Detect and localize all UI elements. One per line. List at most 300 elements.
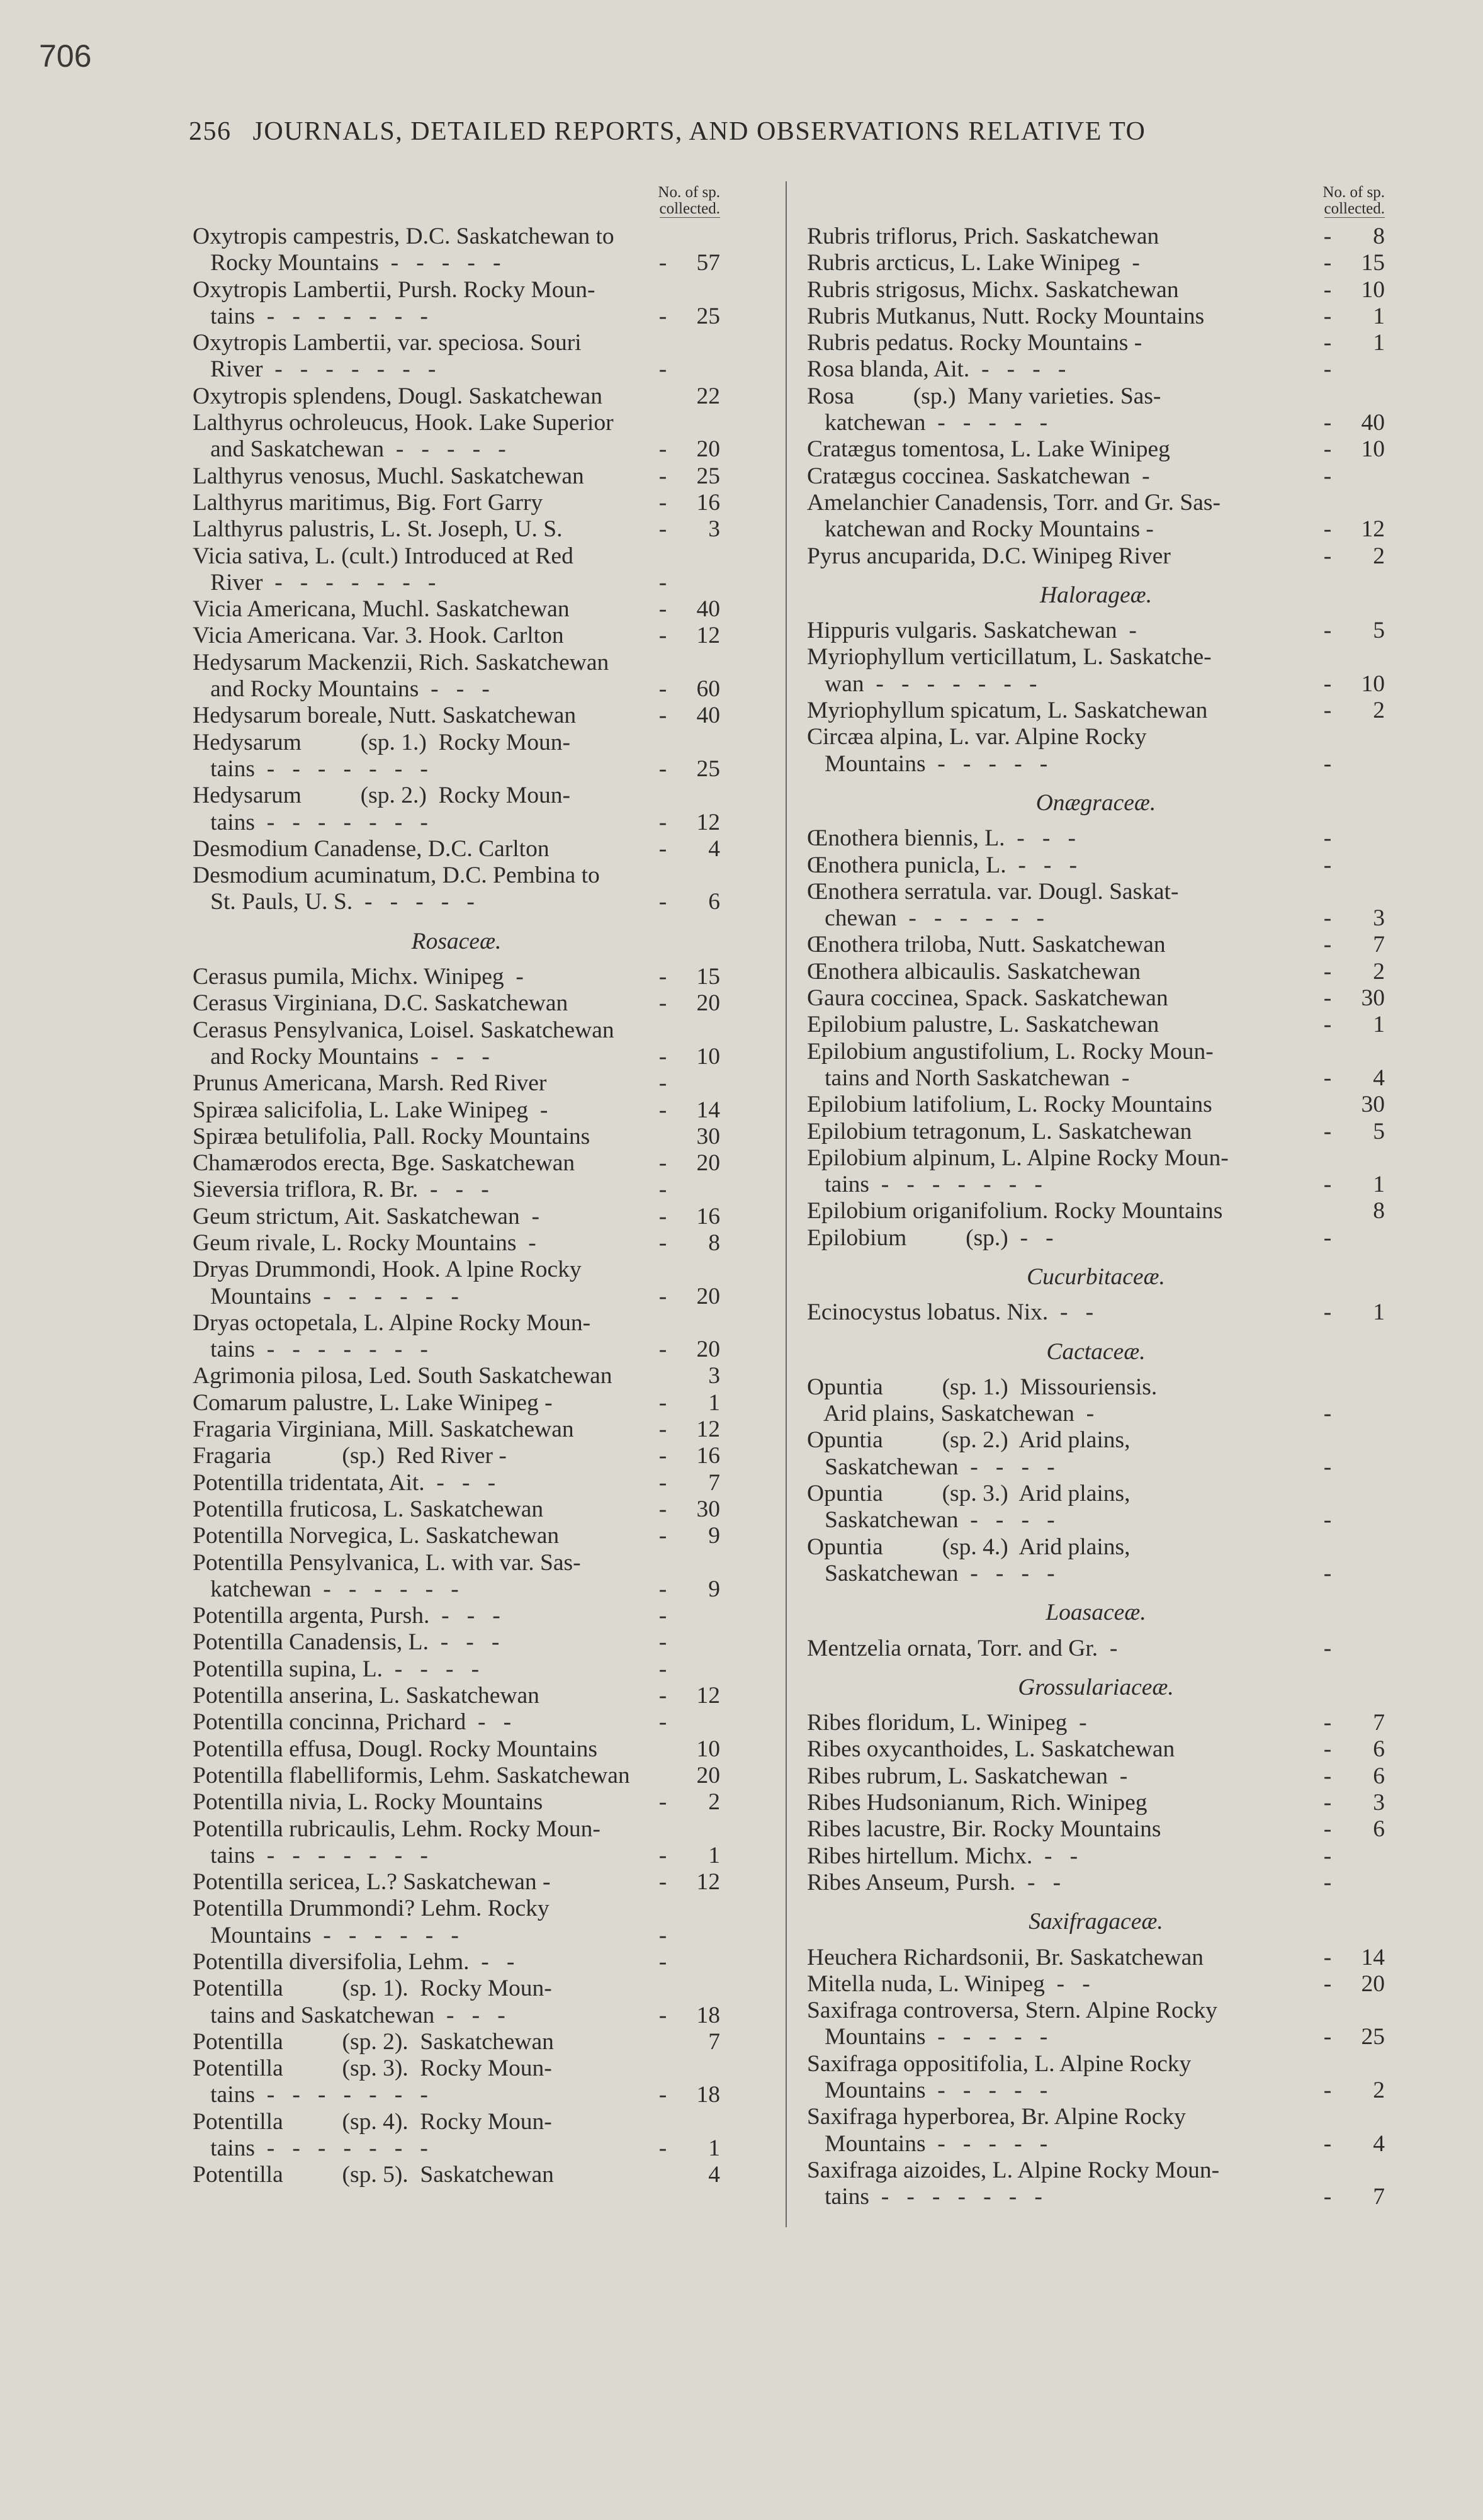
leader-dash: - bbox=[1323, 2077, 1332, 2103]
species-entry bbox=[807, 1172, 1385, 1198]
species-text: Oxytropis campestris, D.C. Saskatchewan to bbox=[193, 223, 614, 249]
leader-dash: - bbox=[1323, 670, 1332, 697]
species-text: Hedysarum boreale, Nutt. Saskatchewan bbox=[193, 703, 577, 729]
leader-dash: - bbox=[658, 1523, 667, 1549]
species-count: 8 bbox=[708, 1229, 720, 1256]
species-entry bbox=[193, 1603, 720, 1629]
leader-dash: - bbox=[658, 250, 667, 276]
species-entry bbox=[807, 644, 1385, 670]
species-entry bbox=[807, 1427, 1385, 1454]
species-entry bbox=[193, 1150, 720, 1177]
species-text: Myriophyllum verticillatum, L. Saskatche- bbox=[807, 644, 1212, 670]
species-text: Potentilla sericea, L.? Saskatchewan - bbox=[193, 1869, 551, 1896]
species-entry bbox=[193, 862, 720, 889]
species-text: Pyrus ancuparida, D.C. Winipeg River bbox=[807, 543, 1171, 569]
species-text: Saskatchewan - - - - bbox=[807, 1560, 1055, 1586]
species-entry bbox=[807, 1145, 1385, 1172]
species-entry bbox=[193, 570, 720, 596]
species-text: Lalthyrus palustris, L. St. Joseph, U. S. bbox=[193, 516, 563, 543]
leader-dash: - bbox=[658, 1656, 667, 1682]
species-entry bbox=[193, 543, 720, 570]
leader-dash: - bbox=[1323, 1401, 1332, 1427]
species-entry bbox=[193, 1869, 720, 1896]
leader-dash: - bbox=[1323, 1507, 1332, 1534]
leader-dash: - bbox=[1323, 852, 1332, 878]
species-count: 10 bbox=[696, 1043, 720, 1070]
species-text: Spiræa betulifolia, Pall. Rocky Mountains bbox=[193, 1123, 590, 1150]
species-text: Epilobium tetragonum, L. Saskatchewan bbox=[807, 1118, 1192, 1144]
species-entry bbox=[807, 1843, 1385, 1870]
species-count: 1 bbox=[1373, 1012, 1385, 1038]
species-text: Potentilla anserina, L. Saskatchewan bbox=[193, 1683, 539, 1709]
leader-dash: - bbox=[1323, 825, 1332, 852]
species-text: Potentilla concinna, Prichard - - bbox=[193, 1709, 512, 1736]
species-entry bbox=[193, 1177, 720, 1203]
leader-dash: - bbox=[658, 964, 667, 990]
species-count: 12 bbox=[1361, 516, 1385, 543]
species-entry bbox=[807, 1710, 1385, 1736]
species-entry bbox=[807, 2104, 1385, 2130]
species-entry bbox=[193, 730, 720, 756]
species-entry bbox=[807, 277, 1385, 303]
species-text: Hippuris vulgaris. Saskatchewan - bbox=[807, 618, 1137, 644]
species-entry bbox=[193, 2082, 720, 2108]
species-count: 8 bbox=[1373, 1198, 1385, 1224]
leader-dash: - bbox=[1323, 698, 1332, 724]
leader-dash: - bbox=[658, 623, 667, 649]
species-text: Hedysarum (sp. 1.) Rocky Moun- bbox=[193, 729, 570, 755]
species-text: River - - - - - - - bbox=[193, 569, 436, 596]
species-entry bbox=[807, 825, 1385, 852]
leader-dash: - bbox=[658, 1389, 667, 1416]
species-count: 12 bbox=[696, 809, 720, 835]
species-text: Rubris Mutkanus, Nutt. Rocky Mountains bbox=[807, 303, 1205, 329]
species-text: Mentzelia ornata, Torr. and Gr. - bbox=[807, 1635, 1118, 1661]
species-text: Epilobium alpinum, L. Alpine Rocky Moun- bbox=[807, 1144, 1229, 1171]
leader-dash: - bbox=[658, 1869, 667, 1896]
species-entry bbox=[193, 1896, 720, 1922]
species-entry bbox=[193, 1070, 720, 1097]
species-entry bbox=[807, 852, 1385, 879]
species-count: 4 bbox=[708, 835, 720, 862]
species-entry bbox=[807, 1870, 1385, 1896]
leader-dash: - bbox=[1323, 223, 1332, 249]
species-entry bbox=[807, 724, 1385, 750]
species-text: Ribes hirtellum. Michx. - - bbox=[807, 1843, 1078, 1869]
species-text: Mountains - - - - - - bbox=[193, 1922, 459, 1948]
species-count: 1 bbox=[1373, 303, 1385, 329]
species-text: and Saskatchewan - - - - - bbox=[193, 436, 506, 463]
species-count: 30 bbox=[1361, 1092, 1385, 1118]
leader-dash: - bbox=[1323, 985, 1332, 1012]
species-text: Ribes floridum, L. Winipeg - bbox=[807, 1710, 1087, 1736]
leader-dash: - bbox=[658, 516, 667, 543]
species-entry bbox=[807, 879, 1385, 905]
species-count: 10 bbox=[696, 1736, 720, 1762]
species-entry bbox=[807, 303, 1385, 330]
species-count: 3 bbox=[1373, 905, 1385, 932]
species-count: 2 bbox=[1373, 543, 1385, 569]
species-text: Agrimonia pilosa, Led. South Saskatchewan bbox=[193, 1363, 612, 1389]
species-text: tains - - - - - - - bbox=[193, 2135, 428, 2162]
species-text: Potentilla (sp. 1). Rocky Moun- bbox=[193, 1975, 552, 2002]
species-text: Desmodium acuminatum, D.C. Pembina to bbox=[193, 862, 600, 889]
species-text: tains and North Saskatchewan - bbox=[807, 1065, 1130, 1091]
species-text: tains - - - - - - - bbox=[193, 1842, 428, 1868]
species-text: Sieversia triflora, R. Br. - - - bbox=[193, 1177, 489, 1203]
species-text: Rubris pedatus. Rocky Mountains - bbox=[807, 330, 1142, 356]
species-text: Fragaria Virginiana, Mill. Saskatchewan bbox=[193, 1416, 574, 1443]
species-entry bbox=[193, 1709, 720, 1736]
scan-page-number: 706 bbox=[39, 38, 92, 74]
species-text: Rubris arcticus, L. Lake Winipeg - bbox=[807, 250, 1140, 276]
species-count: 6 bbox=[708, 889, 720, 915]
species-text: Potentilla (sp. 4). Rocky Moun- bbox=[193, 2108, 552, 2135]
leader-dash: - bbox=[1323, 1944, 1332, 1970]
leader-dash: - bbox=[658, 1097, 667, 1123]
species-text: Vicia Americana, Muchl. Saskatchewan bbox=[193, 596, 570, 623]
leader-dash: - bbox=[1323, 1843, 1332, 1869]
family-heading: Saxifragaceæ. bbox=[1029, 1909, 1163, 1935]
species-text: chewan - - - - - - bbox=[807, 905, 1044, 932]
leader-dash: - bbox=[1323, 1299, 1332, 1326]
species-text: Œnothera serratula. var. Dougl. Saskat- bbox=[807, 878, 1179, 905]
leader-dash: - bbox=[658, 1043, 667, 1070]
species-text: St. Pauls, U. S. - - - - - bbox=[193, 889, 475, 915]
species-text: Lalthyrus ochroleucus, Hook. Lake Superior bbox=[193, 410, 614, 436]
species-text: Œnothera triloba, Nutt. Saskatchewan bbox=[807, 932, 1166, 958]
leader-dash: - bbox=[658, 463, 667, 489]
species-entry bbox=[807, 1971, 1385, 1997]
species-entry bbox=[807, 516, 1385, 543]
leader-dash: - bbox=[1323, 276, 1332, 303]
species-count: 20 bbox=[696, 1336, 720, 1363]
species-count: 6 bbox=[1373, 1816, 1385, 1843]
species-text: Potentilla fruticosa, L. Saskatchewan bbox=[193, 1496, 544, 1522]
family-heading: Onægraceæ. bbox=[1035, 789, 1156, 816]
leader-dash: - bbox=[1323, 1118, 1332, 1144]
species-text: Opuntia (sp. 4.) Arid plains, bbox=[807, 1534, 1131, 1560]
species-entry bbox=[807, 383, 1385, 410]
running-head-title: JOURNALS, DETAILED REPORTS, AND OBSERVATIONS RELATIVE TO bbox=[252, 117, 1146, 146]
species-text: River - - - - - - - bbox=[193, 356, 436, 383]
species-entry bbox=[193, 703, 720, 729]
species-entry bbox=[193, 2055, 720, 2082]
species-text: Mountains - - - - - bbox=[807, 2077, 1048, 2103]
species-text: Cratægus tomentosa, L. Lake Winipeg bbox=[807, 436, 1170, 463]
species-entry bbox=[807, 1507, 1385, 1534]
leader-dash: - bbox=[658, 755, 667, 782]
species-text: Heuchera Richardsonii, Br. Saskatchewan bbox=[807, 1944, 1204, 1970]
species-text: Mountains - - - - - bbox=[807, 2024, 1048, 2050]
species-entry bbox=[807, 2051, 1385, 2077]
leader-dash: - bbox=[658, 1177, 667, 1203]
leader-dash: - bbox=[658, 1789, 667, 1816]
leader-dash: - bbox=[1323, 1790, 1332, 1816]
leader-dash: - bbox=[658, 1070, 667, 1097]
species-text: Hedysarum Mackenzii, Rich. Saskatchewan bbox=[193, 649, 609, 675]
species-entry bbox=[807, 618, 1385, 644]
species-entry bbox=[807, 2077, 1385, 2104]
species-text: Hedysarum (sp. 2.) Rocky Moun- bbox=[193, 783, 570, 809]
species-entry bbox=[193, 1470, 720, 1496]
species-entry bbox=[193, 676, 720, 703]
species-text: katchewan and Rocky Mountains - bbox=[807, 516, 1154, 543]
species-entry bbox=[807, 1065, 1385, 1092]
species-entry bbox=[807, 751, 1385, 777]
page-number: 256 bbox=[189, 117, 232, 146]
species-count: 20 bbox=[1361, 1970, 1385, 1997]
species-count: 3 bbox=[708, 1363, 720, 1389]
species-entry bbox=[807, 2131, 1385, 2157]
species-entry bbox=[193, 1550, 720, 1576]
species-text: Dryas octopetala, L. Alpine Rocky Moun- bbox=[193, 1309, 591, 1336]
species-count: 6 bbox=[1373, 1736, 1385, 1763]
leader-dash: - bbox=[658, 1336, 667, 1363]
species-count: 7 bbox=[708, 2028, 720, 2055]
leader-dash: - bbox=[1323, 1736, 1332, 1763]
species-entry bbox=[807, 905, 1385, 932]
leader-dash: - bbox=[1323, 1012, 1332, 1038]
leader-dash: - bbox=[1323, 250, 1332, 276]
species-entry bbox=[807, 356, 1385, 383]
species-count: 16 bbox=[696, 489, 720, 516]
species-entry bbox=[193, 1975, 720, 2002]
species-entry bbox=[193, 1363, 720, 1389]
species-text: Potentilla Pensylvanica, L. with var. Sas- bbox=[193, 1549, 581, 1576]
species-entry bbox=[193, 223, 720, 250]
species-entry bbox=[193, 1576, 720, 1603]
leader-dash: - bbox=[658, 1416, 667, 1443]
species-entry bbox=[807, 490, 1385, 516]
species-count: 1 bbox=[1373, 330, 1385, 356]
species-text: Prunus Americana, Marsh. Red River bbox=[193, 1070, 547, 1097]
species-text: Ribes rubrum, L. Saskatchewan - bbox=[807, 1763, 1128, 1789]
species-entry bbox=[807, 1225, 1385, 1252]
species-count: 5 bbox=[1373, 618, 1385, 644]
leader-dash: - bbox=[1323, 750, 1332, 777]
leader-dash: - bbox=[658, 2135, 667, 2162]
species-text: Mountains - - - - - bbox=[807, 2130, 1048, 2157]
species-count: 20 bbox=[696, 1762, 720, 1788]
species-count: 9 bbox=[708, 1576, 720, 1602]
species-count: 7 bbox=[708, 1469, 720, 1496]
leader-dash: - bbox=[658, 835, 667, 862]
species-text: Lalthyrus venosus, Muchl. Saskatchewan bbox=[193, 463, 584, 489]
species-entry bbox=[193, 1124, 720, 1150]
species-entry bbox=[193, 1097, 720, 1124]
species-entry bbox=[807, 1736, 1385, 1763]
species-text: Chamærodos erecta, Bge. Saskatchewan bbox=[193, 1150, 575, 1177]
leader-dash: - bbox=[658, 1229, 667, 1256]
species-count: 12 bbox=[696, 623, 720, 649]
species-entry bbox=[807, 1299, 1385, 1326]
leader-dash: - bbox=[658, 1922, 667, 1948]
species-entry bbox=[193, 436, 720, 463]
species-text: Oxytropis Lambertii, Pursh. Rocky Moun- bbox=[193, 276, 595, 303]
leader-dash: - bbox=[658, 1443, 667, 1469]
species-text: Œnothera albicaulis. Saskatchewan bbox=[807, 958, 1141, 985]
species-count: 14 bbox=[1361, 1944, 1385, 1970]
species-text: Epilobium (sp.) - - bbox=[807, 1224, 1054, 1251]
species-entry bbox=[807, 1454, 1385, 1481]
species-text: tains - - - - - - - bbox=[193, 2082, 428, 2108]
species-entry bbox=[193, 810, 720, 836]
species-text: Opuntia (sp. 2.) Arid plains, bbox=[807, 1427, 1131, 1454]
leader-dash: - bbox=[658, 1709, 667, 1736]
species-text: Saskatchewan - - - - bbox=[807, 1454, 1055, 1480]
species-entry bbox=[193, 1257, 720, 1283]
species-text: Potentilla Canadensis, L. - - - bbox=[193, 1629, 500, 1656]
leader-dash: - bbox=[1323, 1065, 1332, 1091]
species-entry bbox=[807, 1945, 1385, 1971]
species-text: Potentilla Drummondi? Lehm. Rocky bbox=[193, 1896, 550, 1922]
species-count: 40 bbox=[696, 596, 720, 623]
species-entry bbox=[807, 1763, 1385, 1790]
leader-dash: - bbox=[1323, 1710, 1332, 1736]
leader-dash: - bbox=[1323, 1224, 1332, 1251]
species-text: Arid plains, Saskatchewan - bbox=[807, 1401, 1095, 1427]
species-entry bbox=[193, 1017, 720, 1044]
species-text: Epilobium palustre, L. Saskatchewan bbox=[807, 1012, 1159, 1038]
species-entry bbox=[807, 1534, 1385, 1561]
species-text: Saxifraga aizoides, L. Alpine Rocky Moun- bbox=[807, 2157, 1220, 2183]
species-count: 18 bbox=[696, 2082, 720, 2108]
species-text: Oxytropis splendens, Dougl. Saskatchewan bbox=[193, 383, 602, 409]
species-entry bbox=[807, 1816, 1385, 1843]
species-count: 7 bbox=[1373, 1710, 1385, 1736]
species-text: Potentilla supina, L. - - - - bbox=[193, 1656, 480, 1682]
species-count: 5 bbox=[1373, 1118, 1385, 1144]
species-text: and Rocky Mountains - - - bbox=[193, 1043, 490, 1070]
species-text: Opuntia (sp. 3.) Arid plains, bbox=[807, 1481, 1131, 1507]
species-entry bbox=[193, 889, 720, 915]
species-entry bbox=[193, 1629, 720, 1656]
species-count: 12 bbox=[696, 1869, 720, 1896]
species-count: 12 bbox=[696, 1683, 720, 1709]
species-entry bbox=[193, 516, 720, 543]
species-entry bbox=[807, 1012, 1385, 1038]
species-text: Rocky Mountains - - - - - bbox=[193, 250, 501, 276]
species-entry bbox=[193, 383, 720, 410]
species-text: Vicia sativa, L. (cult.) Introduced at Red bbox=[193, 543, 573, 569]
leader-dash: - bbox=[658, 436, 667, 463]
species-count: 15 bbox=[696, 964, 720, 990]
species-text: Ribes Hudsonianum, Rich. Winipeg bbox=[807, 1790, 1147, 1816]
leader-dash: - bbox=[1323, 303, 1332, 329]
species-entry bbox=[193, 1683, 720, 1709]
leader-dash: - bbox=[1323, 618, 1332, 644]
species-text: Saxifraga oppositifolia, L. Alpine Rocky bbox=[807, 2050, 1192, 2077]
leader-dash: - bbox=[1323, 1816, 1332, 1843]
species-count: 25 bbox=[696, 303, 720, 329]
species-count: 2 bbox=[708, 1789, 720, 1816]
column-header-line1: No. of sp. bbox=[658, 184, 720, 201]
species-text: Ribes Anseum, Pursh. - - bbox=[807, 1869, 1061, 1896]
leader-dash: - bbox=[1323, 410, 1332, 436]
species-text: Potentilla (sp. 3). Rocky Moun- bbox=[193, 2055, 552, 2082]
species-text: tains - - - - - - - bbox=[807, 2184, 1042, 2210]
species-text: Potentilla Norvegica, L. Saskatchewan bbox=[193, 1523, 560, 1549]
species-count: 6 bbox=[1373, 1763, 1385, 1789]
species-text: Ecinocystus lobatus. Nix. - - bbox=[807, 1299, 1094, 1326]
species-count: 1 bbox=[708, 2135, 720, 2162]
species-entry bbox=[193, 1044, 720, 1070]
leader-dash: - bbox=[1323, 436, 1332, 463]
species-entry bbox=[807, 1119, 1385, 1145]
species-text: Rosa (sp.) Many varieties. Sas- bbox=[807, 383, 1161, 409]
species-text: Ribes lacustre, Bir. Rocky Mountains bbox=[807, 1816, 1161, 1843]
left-column bbox=[193, 179, 720, 2189]
species-entry bbox=[807, 1481, 1385, 1507]
species-text: Mitella nuda, L. Winipeg - - bbox=[807, 1970, 1090, 1997]
column-header-line2: collected. bbox=[659, 200, 720, 217]
leader-dash: - bbox=[658, 1203, 667, 1229]
species-count: 2 bbox=[1373, 958, 1385, 985]
leader-dash: - bbox=[658, 990, 667, 1017]
species-count: 10 bbox=[1361, 276, 1385, 303]
species-text: Potentilla argenta, Pursh. - - - bbox=[193, 1603, 500, 1629]
leader-dash: - bbox=[658, 1683, 667, 1709]
species-count: 20 bbox=[696, 436, 720, 463]
species-entry bbox=[193, 356, 720, 383]
species-text: Potentilla flabelliformis, Lehm. Saskatchewan bbox=[193, 1762, 630, 1788]
family-heading: Halorageæ. bbox=[1039, 582, 1153, 608]
leader-dash: - bbox=[1323, 356, 1332, 383]
species-entry bbox=[193, 623, 720, 649]
species-text: Epilobium latifolium, L. Rocky Mountains bbox=[807, 1092, 1212, 1118]
species-entry bbox=[807, 250, 1385, 276]
species-entry bbox=[807, 330, 1385, 356]
species-entry bbox=[193, 1949, 720, 1975]
species-count: 20 bbox=[696, 1283, 720, 1309]
species-count: 25 bbox=[696, 755, 720, 782]
species-entry bbox=[807, 436, 1385, 463]
species-text: Mountains - - - - - - bbox=[193, 1283, 459, 1309]
leader-dash: - bbox=[658, 703, 667, 729]
species-text: tains - - - - - - - bbox=[193, 1336, 428, 1363]
leader-dash: - bbox=[658, 1576, 667, 1602]
species-entry bbox=[193, 836, 720, 862]
species-entry bbox=[807, 698, 1385, 724]
species-entry bbox=[193, 330, 720, 356]
species-entry bbox=[807, 1997, 1385, 2024]
species-text: Rubris strigosus, Michx. Saskatchewan bbox=[807, 276, 1179, 303]
species-count: 30 bbox=[696, 1123, 720, 1150]
species-count: 7 bbox=[1373, 2184, 1385, 2210]
species-text: Cratægus coccinea. Saskatchewan - bbox=[807, 463, 1150, 489]
species-text: Lalthyrus maritimus, Big. Fort Garry bbox=[193, 489, 543, 516]
species-entry bbox=[193, 2003, 720, 2029]
species-count: 16 bbox=[696, 1443, 720, 1469]
leader-dash: - bbox=[1323, 1763, 1332, 1789]
leader-dash: - bbox=[1323, 543, 1332, 569]
column-header bbox=[193, 179, 720, 222]
species-count: 2 bbox=[1373, 2077, 1385, 2103]
leader-dash: - bbox=[658, 676, 667, 703]
species-count: 9 bbox=[708, 1523, 720, 1549]
species-count: 40 bbox=[696, 703, 720, 729]
species-text: Potentilla rubricaulis, Lehm. Rocky Moun- bbox=[193, 1816, 601, 1842]
species-count: 1 bbox=[1373, 1172, 1385, 1198]
species-entry bbox=[807, 543, 1385, 570]
species-count: 1 bbox=[708, 1842, 720, 1868]
species-count: 3 bbox=[1373, 1790, 1385, 1816]
species-entry bbox=[193, 1416, 720, 1443]
left-species-list bbox=[193, 223, 720, 2189]
leader-dash: - bbox=[658, 569, 667, 596]
species-count: 20 bbox=[696, 990, 720, 1017]
